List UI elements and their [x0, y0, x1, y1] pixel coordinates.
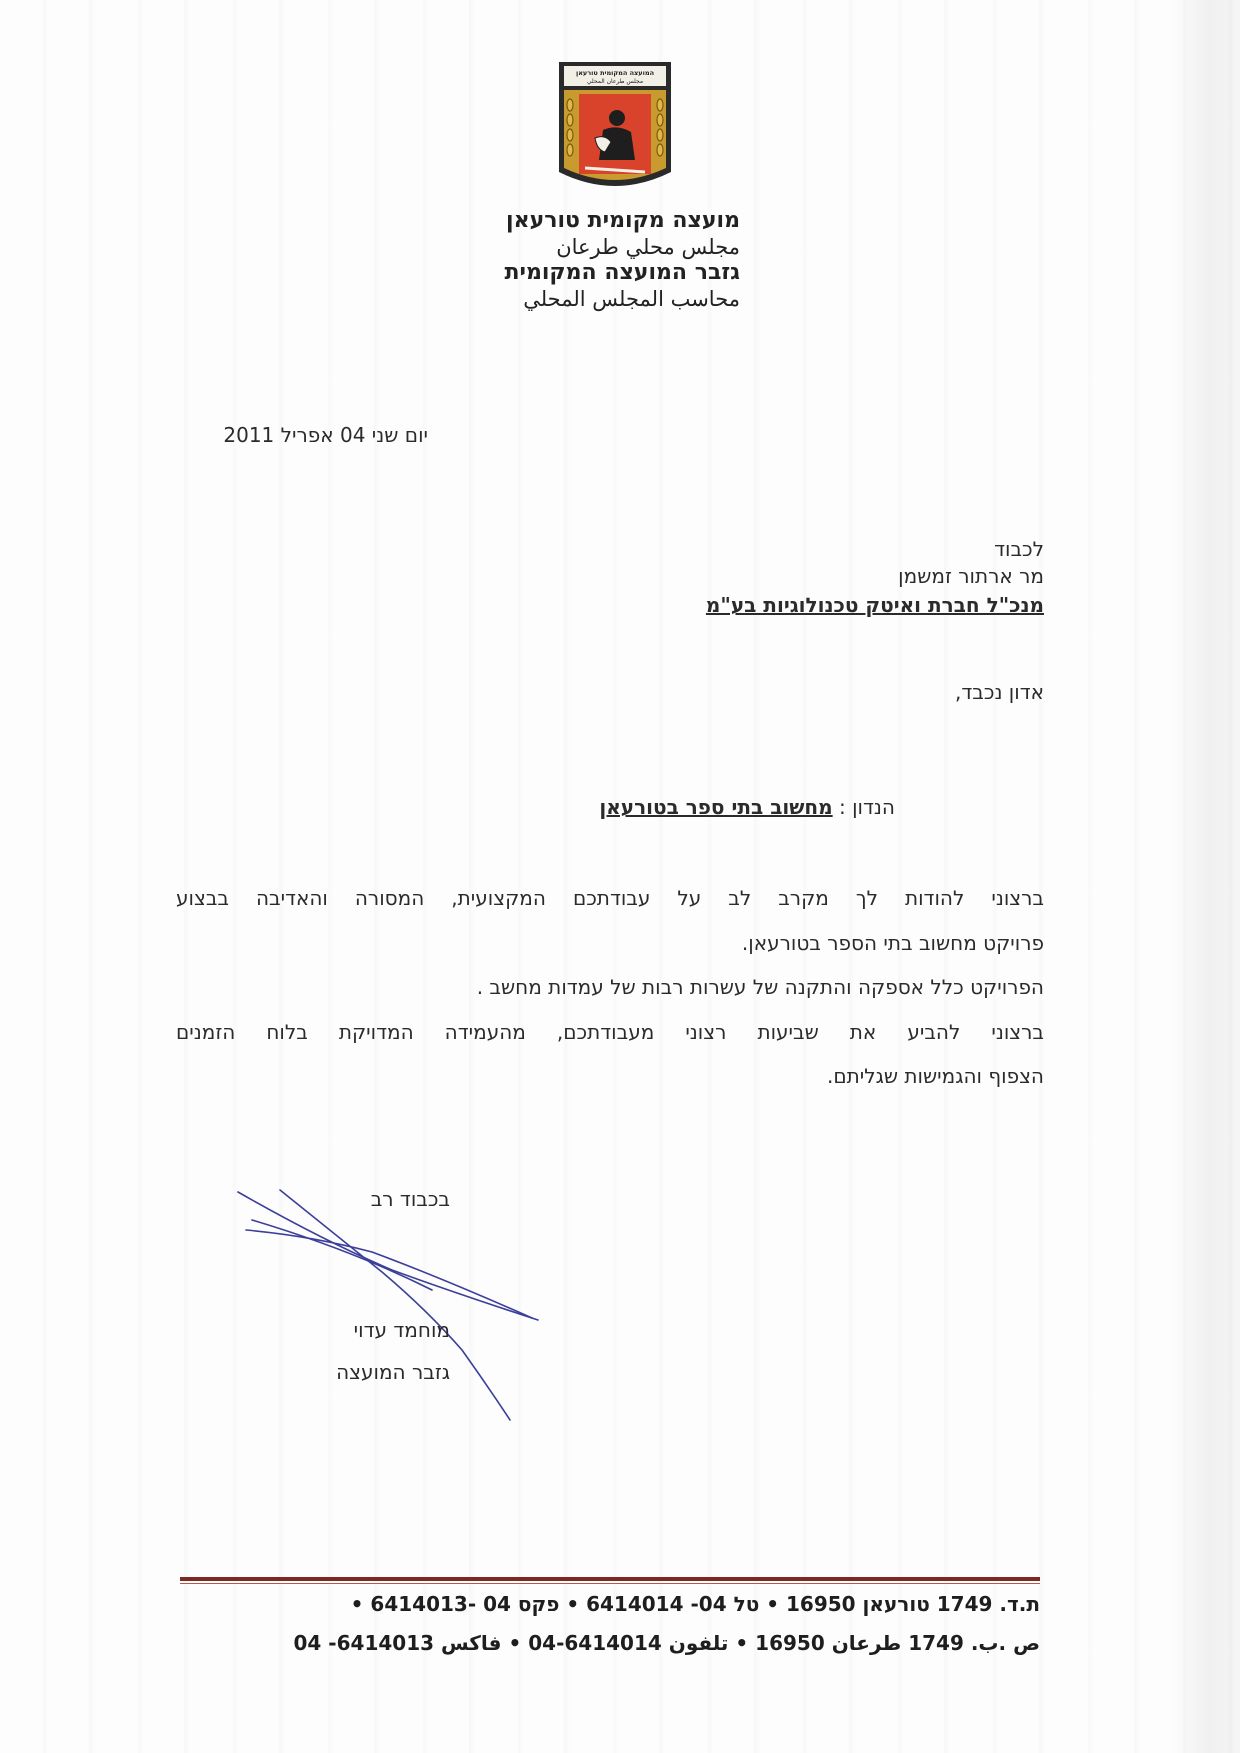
footer-rule-thin — [180, 1583, 1040, 1584]
handwritten-signature — [232, 1180, 552, 1430]
footer-contact-hebrew: ת.ד. 1749 טורעאן 16950 • טל 04- 6414014 • פקס 04 -6414013 • — [350, 1592, 1040, 1616]
subject-line — [599, 795, 895, 819]
footer-contact-arabic: ص .ب. 1749 طرعان 16950 • تلفون 6414014-04 • فاكس 6414013- 04 — [293, 1631, 1040, 1655]
treasurer-title-arabic: محاسب المجلس المحلي — [523, 287, 740, 311]
council-name-arabic: مجلس محلي طرعان — [556, 235, 740, 259]
body-paragraph-5: הצפוף והגמישות שגליתם. — [827, 1064, 1044, 1088]
letter-body — [176, 876, 1044, 1099]
letter-date: יום שני 04 אפריל 2011 — [223, 423, 428, 447]
body-paragraph-3: הפרויקט כלל אספקה והתקנה של עשרות רבות של עמדות מחשב . — [476, 975, 1044, 999]
council-emblem-icon — [555, 60, 675, 190]
council-name-hebrew: מועצה מקומית טורעאן — [506, 208, 740, 233]
treasurer-title-hebrew: גזבר המועצה המקומית — [504, 260, 740, 285]
recipient-salutation: לכבוד — [994, 537, 1044, 561]
closing: בכבוד רב — [370, 1187, 450, 1211]
recipient-company: מנכ"ל חברת ואיטק טכנולוגיות בע"מ — [705, 593, 1044, 617]
body-paragraph-4: ברצוני להביע את שביעות רצוני מעבודתכם, מהעמידה המדויקת בלוח הזמנים — [176, 1019, 1044, 1044]
body-paragraph-2: פרויקט מחשוב בתי הספר בטורעאן. — [741, 930, 1044, 955]
greeting: אדון נכבד, — [955, 680, 1044, 704]
emblem-text-bottom: مجلس طرعان المحلي — [586, 78, 644, 85]
emblem-text-top: המועצה המקומית טורעאן — [575, 69, 655, 77]
scan-edge-shadow — [1170, 0, 1240, 1753]
subject-label: הנדון : — [839, 795, 895, 819]
body-paragraph-1: ברצוני להודות לך מקרב לב על עבודתכם המקצועית, המסורה והאדיבה בבצוע — [176, 886, 1044, 910]
recipient-name: מר ארתור זמשמן — [898, 564, 1044, 588]
footer-rule — [180, 1577, 1040, 1581]
subject-value: מחשוב בתי ספר בטורעאן — [599, 795, 833, 819]
signatory-title: גזבר המועצה — [336, 1360, 450, 1384]
letterhead-titles — [460, 208, 740, 312]
signatory-name: מוחמד עדוי — [353, 1318, 450, 1342]
